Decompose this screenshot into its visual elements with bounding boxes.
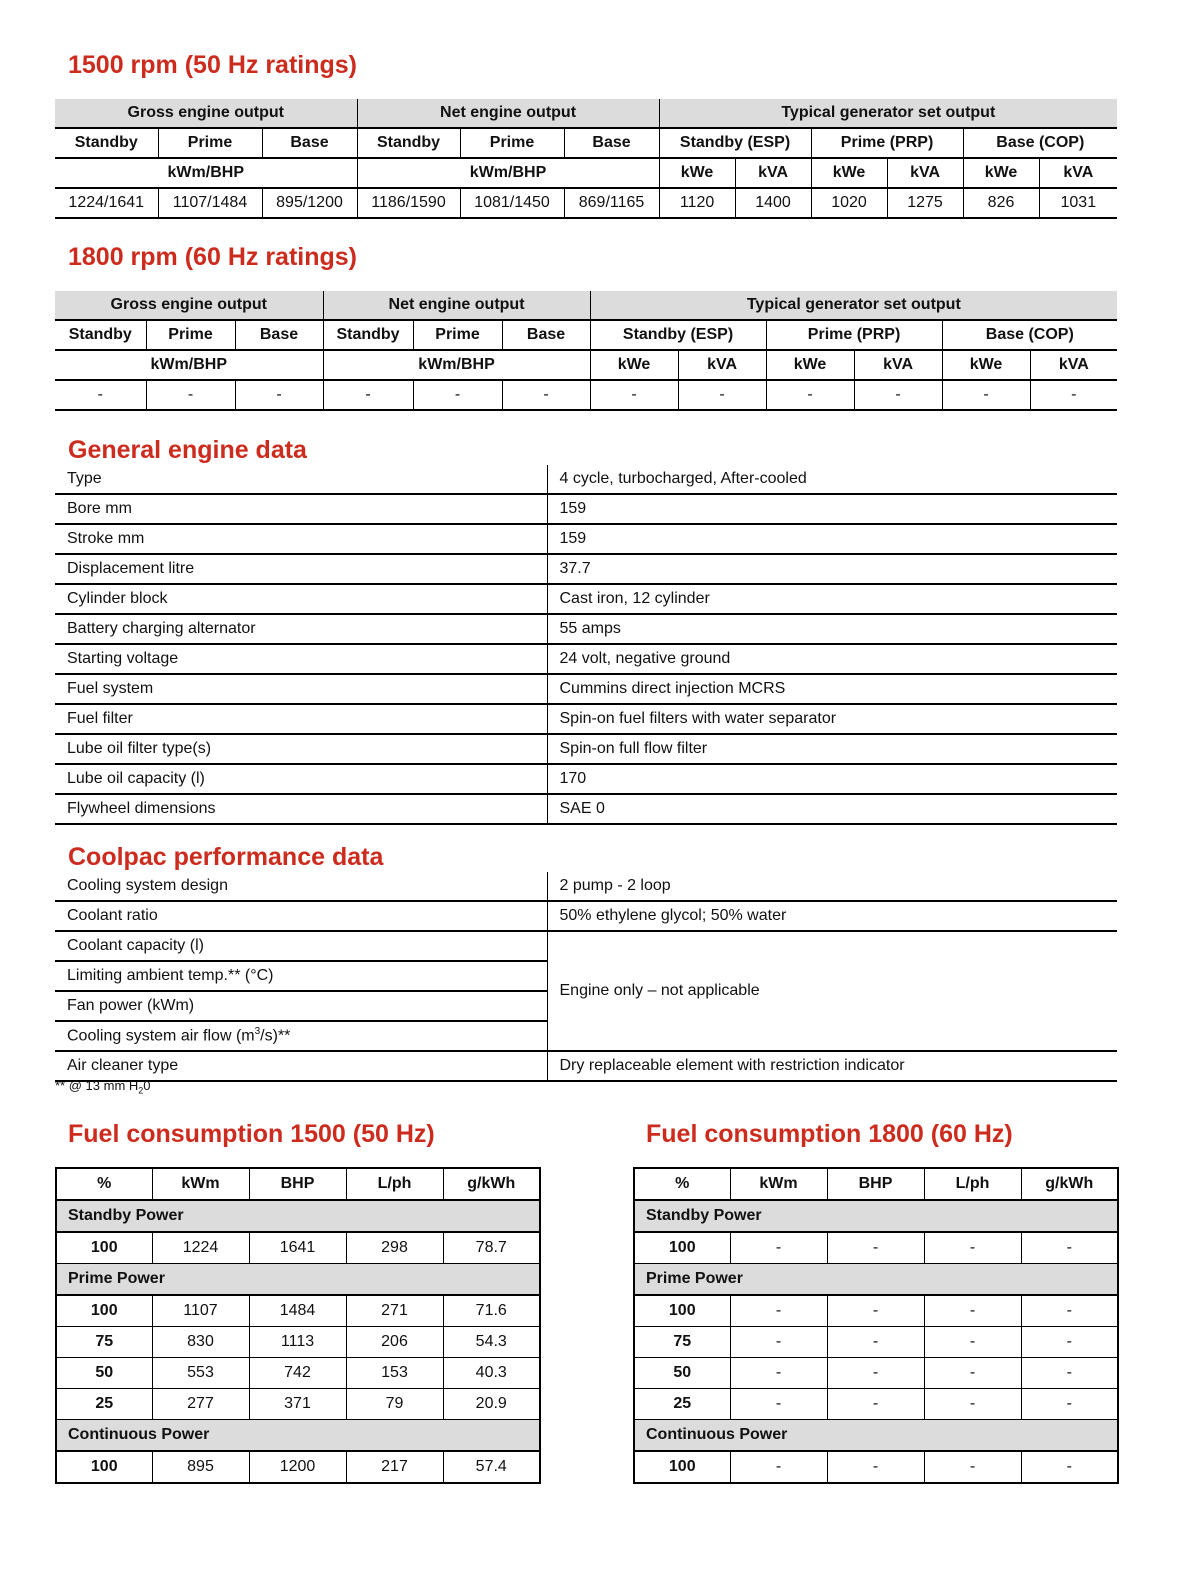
col-standby: Standby bbox=[55, 128, 158, 158]
fuel-value: 54.3 bbox=[443, 1327, 540, 1358]
table-row bbox=[55, 554, 1117, 584]
load-percent: 25 bbox=[56, 1389, 152, 1420]
table-row bbox=[55, 584, 1117, 614]
table-row bbox=[55, 704, 1117, 734]
ratings-50hz-table bbox=[55, 99, 1117, 219]
rating-value: 1120 bbox=[659, 188, 735, 218]
section-label: Continuous Power bbox=[634, 1420, 1118, 1452]
fuel-value: - bbox=[924, 1389, 1021, 1420]
coolpac-performance-title: Coolpac performance data bbox=[68, 843, 384, 871]
spec-label: Starting voltage bbox=[55, 644, 547, 674]
rating-value: - bbox=[235, 380, 323, 410]
load-percent: 50 bbox=[56, 1358, 152, 1389]
rating-value: 1031 bbox=[1039, 188, 1117, 218]
rating-value: 1186/1590 bbox=[357, 188, 460, 218]
column-header: BHP bbox=[249, 1168, 346, 1200]
footnote-subscript: 2 bbox=[138, 1085, 144, 1096]
fuel-consumption-60hz-table bbox=[633, 1167, 1119, 1484]
fuel-consumption-50hz-title: Fuel consumption 1500 (50 Hz) bbox=[68, 1120, 435, 1148]
fuel-value: - bbox=[924, 1358, 1021, 1389]
col-standby: Standby bbox=[357, 128, 460, 158]
rating-value: 1224/1641 bbox=[55, 188, 158, 218]
column-header: % bbox=[56, 1168, 152, 1200]
table-row bbox=[55, 644, 1117, 674]
spec-label: Type bbox=[55, 465, 547, 494]
spec-value: 37.7 bbox=[547, 554, 1117, 584]
group-gross-engine-output: Gross engine output bbox=[55, 291, 323, 320]
general-engine-data-table bbox=[55, 465, 1117, 825]
fuel-value: - bbox=[827, 1327, 924, 1358]
table-header-row bbox=[634, 1168, 1118, 1200]
rating-value: - bbox=[323, 380, 413, 410]
ratings-50hz-title: 1500 rpm (50 Hz ratings) bbox=[68, 51, 357, 79]
load-percent: 100 bbox=[634, 1295, 730, 1327]
unit-kva: kVA bbox=[887, 158, 963, 188]
table-row bbox=[56, 1327, 540, 1358]
rating-value: 826 bbox=[963, 188, 1039, 218]
airflow-label: Cooling system air flow (m bbox=[67, 1027, 255, 1045]
unit-kva: kVA bbox=[678, 350, 766, 380]
fuel-value: - bbox=[730, 1451, 827, 1483]
fuel-value: - bbox=[1021, 1451, 1118, 1483]
load-percent: 75 bbox=[634, 1327, 730, 1358]
rating-value: - bbox=[1030, 380, 1117, 410]
spec-value-merged: Engine only – not applicable bbox=[547, 931, 1117, 1051]
unit-kwe: kWe bbox=[766, 350, 854, 380]
col-standby-esp: Standby (ESP) bbox=[590, 320, 766, 350]
spec-label: Lube oil capacity (l) bbox=[55, 764, 547, 794]
table-row bbox=[55, 734, 1117, 764]
fuel-value: 1641 bbox=[249, 1232, 346, 1264]
table-row bbox=[634, 1232, 1118, 1264]
col-prime-prp: Prime (PRP) bbox=[811, 128, 963, 158]
spec-label: Cylinder block bbox=[55, 584, 547, 614]
fuel-value: - bbox=[827, 1358, 924, 1389]
rating-value: - bbox=[146, 380, 235, 410]
fuel-value: 217 bbox=[346, 1451, 443, 1483]
fuel-consumption-60hz-title: Fuel consumption 1800 (60 Hz) bbox=[646, 1120, 1013, 1148]
rating-value: 1020 bbox=[811, 188, 887, 218]
spec-value: Spin-on fuel filters with water separator bbox=[547, 704, 1117, 734]
spec-value: 50% ethylene glycol; 50% water bbox=[547, 901, 1117, 931]
footnote-text: ** @ 13 mm H bbox=[55, 1078, 139, 1093]
column-header: g/kWh bbox=[1021, 1168, 1118, 1200]
general-engine-data-title: General engine data bbox=[68, 436, 307, 464]
fuel-value: 206 bbox=[346, 1327, 443, 1358]
table-row bbox=[56, 1451, 540, 1483]
table-row bbox=[55, 794, 1117, 824]
fuel-value: - bbox=[827, 1295, 924, 1327]
section-label: Prime Power bbox=[56, 1264, 540, 1296]
rating-value: - bbox=[854, 380, 942, 410]
fuel-value: - bbox=[730, 1232, 827, 1264]
table-row bbox=[634, 1389, 1118, 1420]
section-label: Standby Power bbox=[56, 1200, 540, 1232]
load-percent: 75 bbox=[56, 1327, 152, 1358]
spec-label: Limiting ambient temp.** (°C) bbox=[55, 961, 547, 991]
fuel-value: - bbox=[827, 1232, 924, 1264]
table-row bbox=[55, 1051, 1117, 1081]
rating-value: - bbox=[590, 380, 678, 410]
spec-label: Fuel filter bbox=[55, 704, 547, 734]
footnote-tail: 0 bbox=[143, 1078, 151, 1093]
table-row bbox=[55, 674, 1117, 704]
spec-label: Battery charging alternator bbox=[55, 614, 547, 644]
column-header: kWm bbox=[730, 1168, 827, 1200]
column-header: L/ph bbox=[924, 1168, 1021, 1200]
rating-value: 895/1200 bbox=[262, 188, 357, 218]
col-standby-esp: Standby (ESP) bbox=[659, 128, 811, 158]
col-base: Base bbox=[235, 320, 323, 350]
group-net-engine-output: Net engine output bbox=[357, 99, 659, 128]
spec-value: 159 bbox=[547, 494, 1117, 524]
col-prime: Prime bbox=[460, 128, 564, 158]
coolpac-performance-table bbox=[55, 872, 1117, 1082]
rating-value: - bbox=[55, 380, 146, 410]
fuel-value: 1484 bbox=[249, 1295, 346, 1327]
rating-value: 1107/1484 bbox=[158, 188, 262, 218]
spec-label: Air cleaner type bbox=[55, 1051, 547, 1081]
spec-label bbox=[55, 1021, 547, 1051]
load-percent: 100 bbox=[56, 1451, 152, 1483]
group-gross-engine-output: Gross engine output bbox=[55, 99, 357, 128]
fuel-value: - bbox=[1021, 1295, 1118, 1327]
load-percent: 100 bbox=[634, 1451, 730, 1483]
column-header: kWm bbox=[152, 1168, 249, 1200]
spec-value: 2 pump - 2 loop bbox=[547, 872, 1117, 901]
table-row bbox=[55, 872, 1117, 901]
rating-value: 1081/1450 bbox=[460, 188, 564, 218]
prime-power-section bbox=[634, 1264, 1118, 1296]
table-header-row bbox=[56, 1168, 540, 1200]
col-prime-prp: Prime (PRP) bbox=[766, 320, 942, 350]
spec-value: 4 cycle, turbocharged, After-cooled bbox=[547, 465, 1117, 494]
table-row bbox=[55, 901, 1117, 931]
col-base-cop: Base (COP) bbox=[942, 320, 1117, 350]
rating-value: - bbox=[678, 380, 766, 410]
fuel-value: 20.9 bbox=[443, 1389, 540, 1420]
fuel-consumption-50hz-table bbox=[55, 1167, 541, 1484]
col-base: Base bbox=[564, 128, 659, 158]
col-prime: Prime bbox=[413, 320, 502, 350]
spec-value: Spin-on full flow filter bbox=[547, 734, 1117, 764]
fuel-value: - bbox=[827, 1451, 924, 1483]
unit-kva: kVA bbox=[735, 158, 811, 188]
spec-value: 24 volt, negative ground bbox=[547, 644, 1117, 674]
table-row bbox=[55, 931, 1117, 961]
rating-value: - bbox=[942, 380, 1030, 410]
table-row bbox=[56, 1389, 540, 1420]
col-base: Base bbox=[262, 128, 357, 158]
section-label: Continuous Power bbox=[56, 1420, 540, 1452]
spec-label: Fan power (kWm) bbox=[55, 991, 547, 1021]
table-row bbox=[634, 1327, 1118, 1358]
unit-kva: kVA bbox=[854, 350, 942, 380]
footnote bbox=[55, 1078, 151, 1096]
fuel-value: - bbox=[730, 1358, 827, 1389]
load-percent: 100 bbox=[56, 1295, 152, 1327]
airflow-label-tail: /s)** bbox=[260, 1027, 291, 1045]
fuel-value: 57.4 bbox=[443, 1451, 540, 1483]
col-prime: Prime bbox=[158, 128, 262, 158]
load-percent: 100 bbox=[634, 1232, 730, 1264]
fuel-value: - bbox=[1021, 1327, 1118, 1358]
table-row bbox=[56, 1358, 540, 1389]
spec-label: Cooling system design bbox=[55, 872, 547, 901]
col-prime: Prime bbox=[146, 320, 235, 350]
table-row bbox=[634, 1295, 1118, 1327]
section-label: Standby Power bbox=[634, 1200, 1118, 1232]
fuel-value: 79 bbox=[346, 1389, 443, 1420]
fuel-value: - bbox=[827, 1389, 924, 1420]
fuel-value: 1107 bbox=[152, 1295, 249, 1327]
col-standby: Standby bbox=[323, 320, 413, 350]
table-row bbox=[55, 614, 1117, 644]
spec-value: 159 bbox=[547, 524, 1117, 554]
fuel-value: - bbox=[924, 1327, 1021, 1358]
airflow-superscript: 3 bbox=[254, 1026, 261, 1038]
section-label: Prime Power bbox=[634, 1264, 1118, 1296]
spec-label: Fuel system bbox=[55, 674, 547, 704]
prime-power-section bbox=[56, 1264, 540, 1296]
rating-value: - bbox=[413, 380, 502, 410]
rating-value: 1275 bbox=[887, 188, 963, 218]
table-row bbox=[56, 1232, 540, 1264]
col-base: Base bbox=[502, 320, 590, 350]
column-header: BHP bbox=[827, 1168, 924, 1200]
spec-value: 55 amps bbox=[547, 614, 1117, 644]
fuel-value: 895 bbox=[152, 1451, 249, 1483]
column-header: % bbox=[634, 1168, 730, 1200]
spec-label: Coolant capacity (l) bbox=[55, 931, 547, 961]
column-header: g/kWh bbox=[443, 1168, 540, 1200]
rating-value: 869/1165 bbox=[564, 188, 659, 218]
spec-label: Stroke mm bbox=[55, 524, 547, 554]
fuel-value: - bbox=[730, 1389, 827, 1420]
unit-kwe: kWe bbox=[811, 158, 887, 188]
unit-kwe: kWe bbox=[963, 158, 1039, 188]
rating-value: - bbox=[766, 380, 854, 410]
table-row bbox=[55, 524, 1117, 554]
standby-power-section bbox=[634, 1200, 1118, 1232]
spec-label: Flywheel dimensions bbox=[55, 794, 547, 824]
rating-value: - bbox=[502, 380, 590, 410]
spec-label: Bore mm bbox=[55, 494, 547, 524]
fuel-value: 371 bbox=[249, 1389, 346, 1420]
fuel-value: 1113 bbox=[249, 1327, 346, 1358]
fuel-value: - bbox=[1021, 1389, 1118, 1420]
unit-kva: kVA bbox=[1030, 350, 1117, 380]
fuel-value: 298 bbox=[346, 1232, 443, 1264]
col-base-cop: Base (COP) bbox=[963, 128, 1117, 158]
spec-label: Coolant ratio bbox=[55, 901, 547, 931]
fuel-value: - bbox=[730, 1327, 827, 1358]
load-percent: 50 bbox=[634, 1358, 730, 1389]
ratings-60hz-title: 1800 rpm (60 Hz ratings) bbox=[68, 243, 357, 271]
spec-value: SAE 0 bbox=[547, 794, 1117, 824]
spec-value: Cummins direct injection MCRS bbox=[547, 674, 1117, 704]
fuel-value: 153 bbox=[346, 1358, 443, 1389]
fuel-value: - bbox=[730, 1295, 827, 1327]
fuel-value: 271 bbox=[346, 1295, 443, 1327]
fuel-value: - bbox=[1021, 1358, 1118, 1389]
spec-value: 170 bbox=[547, 764, 1117, 794]
spec-label: Displacement litre bbox=[55, 554, 547, 584]
column-header: L/ph bbox=[346, 1168, 443, 1200]
spec-value: Dry replaceable element with restriction indicator bbox=[547, 1051, 1117, 1081]
unit-kwe: kWe bbox=[942, 350, 1030, 380]
table-row bbox=[55, 494, 1117, 524]
table-row bbox=[55, 764, 1117, 794]
unit-kwm-bhp: kWm/BHP bbox=[55, 350, 323, 380]
col-standby: Standby bbox=[55, 320, 146, 350]
spec-label: Lube oil filter type(s) bbox=[55, 734, 547, 764]
unit-kva: kVA bbox=[1039, 158, 1117, 188]
table-row bbox=[55, 465, 1117, 494]
fuel-value: 78.7 bbox=[443, 1232, 540, 1264]
fuel-value: 1200 bbox=[249, 1451, 346, 1483]
load-percent: 25 bbox=[634, 1389, 730, 1420]
table-row bbox=[634, 1358, 1118, 1389]
fuel-value: 40.3 bbox=[443, 1358, 540, 1389]
unit-kwm-bhp: kWm/BHP bbox=[357, 158, 659, 188]
fuel-value: 553 bbox=[152, 1358, 249, 1389]
fuel-value: 277 bbox=[152, 1389, 249, 1420]
table-row bbox=[634, 1451, 1118, 1483]
unit-kwe: kWe bbox=[590, 350, 678, 380]
fuel-value: 742 bbox=[249, 1358, 346, 1389]
fuel-value: - bbox=[1021, 1232, 1118, 1264]
fuel-value: - bbox=[924, 1295, 1021, 1327]
fuel-value: - bbox=[924, 1232, 1021, 1264]
spec-value: Cast iron, 12 cylinder bbox=[547, 584, 1117, 614]
group-generator-set-output: Typical generator set output bbox=[590, 291, 1117, 320]
unit-kwm-bhp: kWm/BHP bbox=[323, 350, 590, 380]
ratings-60hz-table bbox=[55, 291, 1117, 411]
standby-power-section bbox=[56, 1200, 540, 1232]
group-generator-set-output: Typical generator set output bbox=[659, 99, 1117, 128]
table-row bbox=[56, 1295, 540, 1327]
load-percent: 100 bbox=[56, 1232, 152, 1264]
fuel-value: 1224 bbox=[152, 1232, 249, 1264]
rating-value: 1400 bbox=[735, 188, 811, 218]
continuous-power-section bbox=[56, 1420, 540, 1452]
unit-kwe: kWe bbox=[659, 158, 735, 188]
fuel-value: 71.6 bbox=[443, 1295, 540, 1327]
fuel-value: 830 bbox=[152, 1327, 249, 1358]
fuel-value: - bbox=[924, 1451, 1021, 1483]
continuous-power-section bbox=[634, 1420, 1118, 1452]
group-net-engine-output: Net engine output bbox=[323, 291, 590, 320]
unit-kwm-bhp: kWm/BHP bbox=[55, 158, 357, 188]
